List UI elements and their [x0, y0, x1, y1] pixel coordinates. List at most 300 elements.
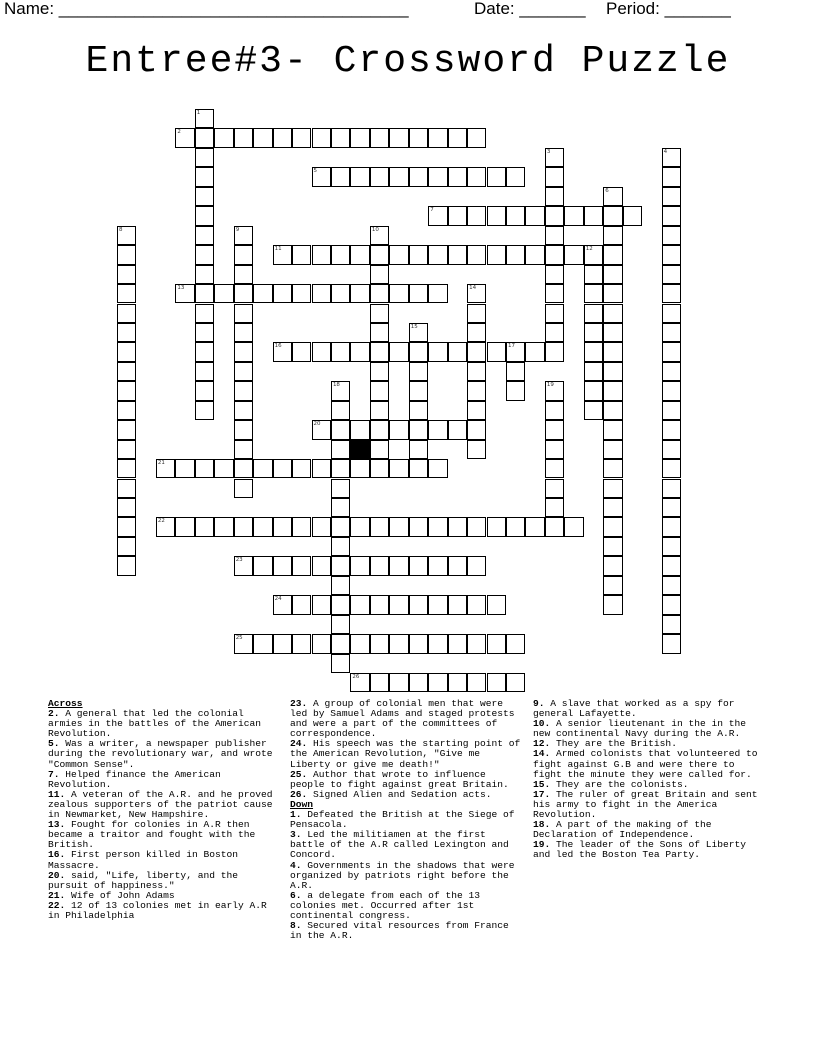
grid-cell[interactable]: [662, 576, 681, 595]
grid-cell[interactable]: [331, 615, 350, 634]
grid-cell[interactable]: [409, 517, 428, 536]
grid-cell[interactable]: [603, 537, 622, 556]
grid-cell[interactable]: [195, 265, 214, 284]
grid-cell[interactable]: [448, 128, 467, 147]
grid-cell[interactable]: [662, 517, 681, 536]
grid-cell[interactable]: [662, 498, 681, 517]
grid-cell[interactable]: [487, 595, 506, 614]
grid-cell[interactable]: [545, 187, 564, 206]
grid-cell[interactable]: [195, 304, 214, 323]
grid-cell[interactable]: [428, 634, 447, 653]
grid-cell[interactable]: [389, 673, 408, 692]
grid-cell[interactable]: [117, 226, 136, 245]
grid-cell[interactable]: [389, 167, 408, 186]
grid-cell[interactable]: [662, 187, 681, 206]
grid-cell[interactable]: [370, 304, 389, 323]
grid-cell[interactable]: [603, 265, 622, 284]
grid-cell[interactable]: [467, 595, 486, 614]
grid-cell[interactable]: [603, 595, 622, 614]
grid-cell[interactable]: [195, 342, 214, 361]
grid-cell[interactable]: [584, 265, 603, 284]
grid-cell[interactable]: [312, 342, 331, 361]
grid-cell[interactable]: [370, 265, 389, 284]
grid-cell[interactable]: [409, 362, 428, 381]
grid-cell[interactable]: [195, 362, 214, 381]
grid-cell[interactable]: [603, 576, 622, 595]
grid-cell[interactable]: [331, 556, 350, 575]
grid-cell[interactable]: [331, 401, 350, 420]
grid-cell[interactable]: [234, 323, 253, 342]
grid-cell[interactable]: [273, 284, 292, 303]
grid-cell[interactable]: [292, 128, 311, 147]
grid-cell[interactable]: [545, 440, 564, 459]
grid-cell[interactable]: [234, 634, 253, 653]
grid-cell[interactable]: [350, 284, 369, 303]
grid-cell[interactable]: [117, 498, 136, 517]
grid-cell[interactable]: [253, 517, 272, 536]
grid-cell[interactable]: [331, 245, 350, 264]
grid-cell[interactable]: [117, 479, 136, 498]
grid-cell[interactable]: [370, 595, 389, 614]
grid-cell[interactable]: [525, 517, 544, 536]
grid-cell[interactable]: [195, 167, 214, 186]
grid-cell[interactable]: [117, 517, 136, 536]
grid-cell[interactable]: [370, 226, 389, 245]
grid-cell[interactable]: [506, 342, 525, 361]
grid-cell[interactable]: [428, 595, 447, 614]
grid-cell[interactable]: [312, 595, 331, 614]
grid-cell[interactable]: [545, 226, 564, 245]
grid-cell[interactable]: [584, 284, 603, 303]
grid-cell[interactable]: [662, 304, 681, 323]
grid-cell[interactable]: [331, 381, 350, 400]
grid-cell[interactable]: [389, 595, 408, 614]
grid-cell[interactable]: [448, 634, 467, 653]
grid-cell[interactable]: [487, 245, 506, 264]
grid-cell[interactable]: [350, 556, 369, 575]
grid-cell[interactable]: [156, 459, 175, 478]
grid-cell[interactable]: [662, 342, 681, 361]
grid-cell[interactable]: [234, 128, 253, 147]
grid-cell[interactable]: [662, 420, 681, 439]
grid-cell[interactable]: [273, 459, 292, 478]
grid-cell[interactable]: [545, 479, 564, 498]
grid-cell[interactable]: [253, 556, 272, 575]
grid-cell[interactable]: [584, 206, 603, 225]
grid-cell[interactable]: [117, 381, 136, 400]
grid-cell[interactable]: [448, 673, 467, 692]
grid-cell[interactable]: [409, 459, 428, 478]
grid-cell[interactable]: [525, 342, 544, 361]
grid-cell[interactable]: [350, 167, 369, 186]
grid-cell[interactable]: [603, 459, 622, 478]
grid-cell[interactable]: [409, 440, 428, 459]
grid-cell[interactable]: [273, 517, 292, 536]
grid-cell[interactable]: [292, 556, 311, 575]
grid-cell[interactable]: [564, 206, 583, 225]
grid-cell[interactable]: [428, 245, 447, 264]
grid-cell[interactable]: [428, 673, 447, 692]
grid-cell[interactable]: [545, 206, 564, 225]
grid-cell[interactable]: [292, 342, 311, 361]
grid-cell[interactable]: [331, 537, 350, 556]
grid-cell[interactable]: [467, 284, 486, 303]
grid-cell[interactable]: [545, 381, 564, 400]
grid-cell[interactable]: [234, 459, 253, 478]
grid-cell[interactable]: [428, 206, 447, 225]
grid-cell[interactable]: [584, 304, 603, 323]
grid-cell[interactable]: [389, 517, 408, 536]
grid-cell[interactable]: [234, 265, 253, 284]
grid-cell[interactable]: [350, 459, 369, 478]
grid-cell[interactable]: [389, 128, 408, 147]
grid-cell[interactable]: [564, 245, 583, 264]
grid-cell[interactable]: [312, 556, 331, 575]
grid-cell[interactable]: [292, 284, 311, 303]
grid-cell[interactable]: [117, 342, 136, 361]
grid-cell[interactable]: [662, 167, 681, 186]
grid-cell[interactable]: [350, 595, 369, 614]
grid-cell[interactable]: [331, 284, 350, 303]
grid-cell[interactable]: [409, 342, 428, 361]
grid-cell[interactable]: [389, 284, 408, 303]
grid-cell[interactable]: [603, 556, 622, 575]
grid-cell[interactable]: [448, 595, 467, 614]
grid-cell[interactable]: [234, 440, 253, 459]
grid-cell[interactable]: [156, 517, 175, 536]
grid-cell[interactable]: [195, 517, 214, 536]
grid-cell[interactable]: [467, 206, 486, 225]
grid-cell[interactable]: [506, 634, 525, 653]
grid-cell[interactable]: [234, 245, 253, 264]
grid-cell[interactable]: [370, 459, 389, 478]
grid-cell[interactable]: [409, 323, 428, 342]
grid-cell[interactable]: [312, 167, 331, 186]
grid-cell[interactable]: [312, 284, 331, 303]
grid-cell[interactable]: [525, 206, 544, 225]
grid-cell[interactable]: [331, 654, 350, 673]
grid-cell[interactable]: [467, 167, 486, 186]
grid-cell[interactable]: [662, 479, 681, 498]
grid-cell[interactable]: [273, 128, 292, 147]
grid-cell[interactable]: [370, 167, 389, 186]
grid-cell[interactable]: [662, 148, 681, 167]
grid-cell[interactable]: [117, 556, 136, 575]
grid-cell[interactable]: [195, 323, 214, 342]
grid-cell[interactable]: [350, 128, 369, 147]
grid-cell[interactable]: [487, 167, 506, 186]
grid-cell[interactable]: [312, 245, 331, 264]
grid-cell[interactable]: [117, 420, 136, 439]
grid-cell[interactable]: [428, 128, 447, 147]
grid-cell[interactable]: [370, 323, 389, 342]
grid-cell[interactable]: [331, 459, 350, 478]
grid-cell[interactable]: [584, 362, 603, 381]
grid-cell[interactable]: [195, 206, 214, 225]
grid-cell[interactable]: [467, 342, 486, 361]
grid-cell[interactable]: [370, 401, 389, 420]
grid-cell[interactable]: [467, 440, 486, 459]
grid-cell[interactable]: [662, 381, 681, 400]
grid-cell[interactable]: [603, 304, 622, 323]
grid-cell[interactable]: [175, 459, 194, 478]
grid-cell[interactable]: [603, 245, 622, 264]
grid-cell[interactable]: [117, 440, 136, 459]
grid-cell[interactable]: [603, 323, 622, 342]
grid-cell[interactable]: [506, 245, 525, 264]
grid-cell[interactable]: [448, 206, 467, 225]
grid-cell[interactable]: [662, 537, 681, 556]
grid-cell[interactable]: [603, 284, 622, 303]
grid-cell[interactable]: [234, 284, 253, 303]
grid-cell[interactable]: [370, 673, 389, 692]
grid-cell[interactable]: [603, 362, 622, 381]
grid-cell[interactable]: [409, 128, 428, 147]
grid-cell[interactable]: [662, 284, 681, 303]
grid-cell[interactable]: [175, 128, 194, 147]
grid-cell[interactable]: [331, 479, 350, 498]
grid-cell[interactable]: [195, 284, 214, 303]
grid-cell[interactable]: [603, 381, 622, 400]
grid-cell[interactable]: [234, 401, 253, 420]
grid-cell[interactable]: [545, 245, 564, 264]
grid-cell[interactable]: [487, 206, 506, 225]
grid-cell[interactable]: [273, 556, 292, 575]
grid-cell[interactable]: [409, 167, 428, 186]
grid-cell[interactable]: [662, 615, 681, 634]
grid-cell[interactable]: [467, 323, 486, 342]
grid-cell[interactable]: [117, 401, 136, 420]
grid-cell[interactable]: [409, 284, 428, 303]
grid-cell[interactable]: [603, 226, 622, 245]
grid-cell[interactable]: [117, 362, 136, 381]
grid-cell[interactable]: [409, 673, 428, 692]
grid-cell[interactable]: [117, 284, 136, 303]
grid-cell[interactable]: [428, 556, 447, 575]
grid-cell[interactable]: [603, 498, 622, 517]
grid-cell[interactable]: [195, 381, 214, 400]
grid-cell[interactable]: [545, 498, 564, 517]
grid-cell[interactable]: [584, 401, 603, 420]
grid-cell[interactable]: [662, 323, 681, 342]
grid-cell[interactable]: [214, 284, 233, 303]
grid-cell[interactable]: [370, 517, 389, 536]
grid-cell[interactable]: [273, 595, 292, 614]
grid-cell[interactable]: [370, 128, 389, 147]
grid-cell[interactable]: [234, 362, 253, 381]
grid-cell[interactable]: [350, 634, 369, 653]
grid-cell[interactable]: [370, 381, 389, 400]
grid-cell[interactable]: [662, 245, 681, 264]
grid-cell[interactable]: [525, 245, 544, 264]
grid-cell[interactable]: [487, 342, 506, 361]
grid-cell[interactable]: [467, 362, 486, 381]
grid-cell[interactable]: [389, 556, 408, 575]
grid-cell[interactable]: [214, 128, 233, 147]
grid-cell[interactable]: [506, 517, 525, 536]
grid-cell[interactable]: [409, 420, 428, 439]
grid-cell[interactable]: [195, 148, 214, 167]
grid-cell[interactable]: [312, 420, 331, 439]
grid-cell[interactable]: [584, 342, 603, 361]
grid-cell[interactable]: [662, 440, 681, 459]
grid-cell[interactable]: [545, 304, 564, 323]
grid-cell[interactable]: [428, 420, 447, 439]
grid-cell[interactable]: [331, 576, 350, 595]
grid-cell[interactable]: [117, 265, 136, 284]
grid-cell[interactable]: [117, 304, 136, 323]
grid-cell[interactable]: [545, 342, 564, 361]
grid-cell[interactable]: [506, 381, 525, 400]
grid-cell[interactable]: [312, 128, 331, 147]
grid-cell[interactable]: [448, 556, 467, 575]
grid-cell[interactable]: [292, 245, 311, 264]
grid-cell[interactable]: [331, 420, 350, 439]
grid-cell[interactable]: [603, 420, 622, 439]
grid-cell[interactable]: [389, 420, 408, 439]
grid-cell[interactable]: [448, 167, 467, 186]
grid-cell[interactable]: [253, 634, 272, 653]
grid-cell[interactable]: [662, 634, 681, 653]
grid-cell[interactable]: [409, 245, 428, 264]
grid-cell[interactable]: [312, 459, 331, 478]
grid-cell[interactable]: [467, 381, 486, 400]
grid-cell[interactable]: [370, 245, 389, 264]
grid-cell[interactable]: [253, 284, 272, 303]
grid-cell[interactable]: [662, 362, 681, 381]
grid-cell[interactable]: [331, 128, 350, 147]
grid-cell[interactable]: [312, 634, 331, 653]
grid-cell[interactable]: [331, 595, 350, 614]
grid-cell[interactable]: [350, 245, 369, 264]
grid-cell[interactable]: [273, 634, 292, 653]
grid-cell[interactable]: [370, 420, 389, 439]
grid-cell[interactable]: [234, 304, 253, 323]
grid-cell[interactable]: [603, 187, 622, 206]
grid-cell[interactable]: [273, 342, 292, 361]
grid-cell[interactable]: [467, 245, 486, 264]
grid-cell[interactable]: [506, 167, 525, 186]
grid-cell[interactable]: [584, 245, 603, 264]
grid-cell[interactable]: [603, 206, 622, 225]
grid-cell[interactable]: [253, 459, 272, 478]
grid-cell[interactable]: [389, 342, 408, 361]
grid-cell[interactable]: [603, 517, 622, 536]
grid-cell[interactable]: [467, 401, 486, 420]
grid-cell[interactable]: [214, 459, 233, 478]
grid-cell[interactable]: [331, 342, 350, 361]
grid-cell[interactable]: [117, 537, 136, 556]
grid-cell[interactable]: [253, 128, 272, 147]
grid-cell[interactable]: [331, 440, 350, 459]
grid-cell[interactable]: [195, 109, 214, 128]
grid-cell[interactable]: [603, 342, 622, 361]
grid-cell[interactable]: [331, 517, 350, 536]
grid-cell[interactable]: [195, 459, 214, 478]
grid-cell[interactable]: [409, 381, 428, 400]
grid-cell[interactable]: [350, 420, 369, 439]
grid-cell[interactable]: [506, 362, 525, 381]
grid-cell[interactable]: [292, 634, 311, 653]
grid-cell[interactable]: [584, 323, 603, 342]
grid-cell[interactable]: [331, 167, 350, 186]
grid-cell[interactable]: [195, 128, 214, 147]
grid-cell[interactable]: [603, 479, 622, 498]
grid-cell[interactable]: [350, 342, 369, 361]
grid-cell[interactable]: [467, 304, 486, 323]
grid-cell[interactable]: [409, 556, 428, 575]
grid-cell[interactable]: [428, 167, 447, 186]
grid-cell[interactable]: [234, 420, 253, 439]
grid-cell[interactable]: [603, 440, 622, 459]
grid-cell[interactable]: [603, 401, 622, 420]
grid-cell[interactable]: [214, 517, 233, 536]
grid-cell[interactable]: [662, 459, 681, 478]
grid-cell[interactable]: [487, 517, 506, 536]
grid-cell[interactable]: [428, 342, 447, 361]
grid-cell[interactable]: [292, 459, 311, 478]
grid-cell[interactable]: [545, 517, 564, 536]
grid-cell[interactable]: [175, 284, 194, 303]
grid-cell[interactable]: [234, 342, 253, 361]
grid-cell[interactable]: [545, 148, 564, 167]
grid-cell[interactable]: [545, 420, 564, 439]
grid-cell[interactable]: [428, 459, 447, 478]
grid-cell[interactable]: [545, 284, 564, 303]
grid-cell[interactable]: [545, 401, 564, 420]
grid-cell[interactable]: [350, 673, 369, 692]
grid-cell[interactable]: [409, 595, 428, 614]
grid-cell[interactable]: [350, 517, 369, 536]
grid-cell[interactable]: [409, 401, 428, 420]
grid-cell[interactable]: [370, 440, 389, 459]
grid-cell[interactable]: [662, 265, 681, 284]
grid-cell[interactable]: [389, 634, 408, 653]
grid-cell[interactable]: [662, 401, 681, 420]
grid-cell[interactable]: [195, 245, 214, 264]
grid-cell[interactable]: [234, 479, 253, 498]
grid-cell[interactable]: [467, 634, 486, 653]
grid-cell[interactable]: [117, 459, 136, 478]
grid-cell[interactable]: [623, 206, 642, 225]
grid-cell[interactable]: [662, 206, 681, 225]
grid-cell[interactable]: [273, 245, 292, 264]
grid-cell[interactable]: [545, 459, 564, 478]
grid-cell[interactable]: [564, 517, 583, 536]
grid-cell[interactable]: [467, 673, 486, 692]
grid-cell[interactable]: [448, 517, 467, 536]
grid-cell[interactable]: [331, 498, 350, 517]
grid-cell[interactable]: [448, 245, 467, 264]
grid-cell[interactable]: [428, 284, 447, 303]
grid-cell[interactable]: [448, 420, 467, 439]
grid-cell[interactable]: [409, 634, 428, 653]
grid-cell[interactable]: [292, 595, 311, 614]
grid-cell[interactable]: [487, 634, 506, 653]
grid-cell[interactable]: [370, 284, 389, 303]
grid-cell[interactable]: [389, 459, 408, 478]
grid-cell[interactable]: [175, 517, 194, 536]
grid-cell[interactable]: [584, 381, 603, 400]
grid-cell[interactable]: [117, 245, 136, 264]
grid-cell[interactable]: [662, 226, 681, 245]
grid-cell[interactable]: [428, 517, 447, 536]
grid-cell[interactable]: [545, 265, 564, 284]
grid-cell[interactable]: [312, 517, 331, 536]
grid-cell[interactable]: [487, 673, 506, 692]
grid-cell[interactable]: [195, 401, 214, 420]
grid-cell[interactable]: [234, 556, 253, 575]
